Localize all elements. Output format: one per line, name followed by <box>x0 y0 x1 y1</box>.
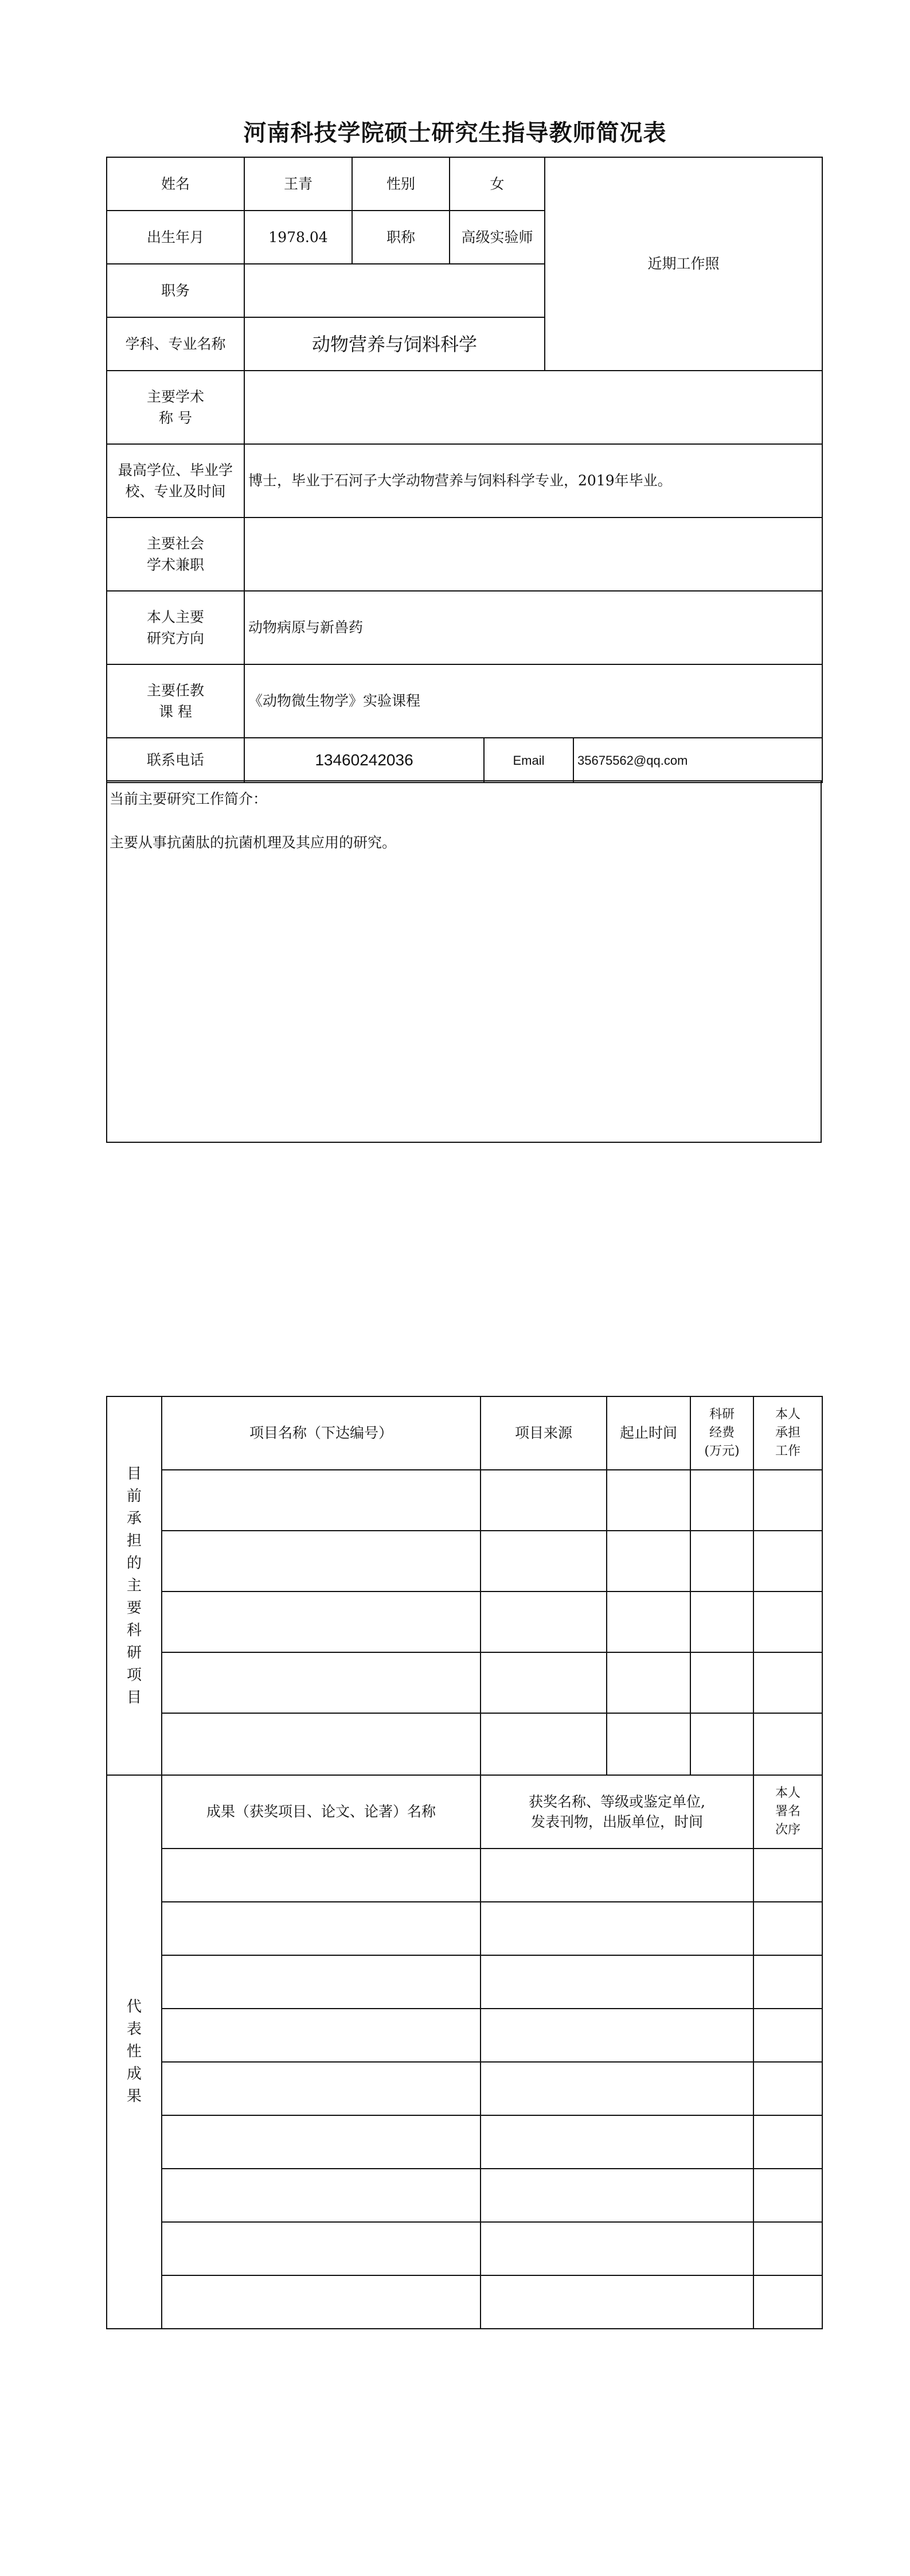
projects-label-char: 目 <box>126 1688 142 1706</box>
degree-label <box>107 444 244 517</box>
project-row-name <box>162 1652 481 1713</box>
achievement-row-name <box>162 2222 481 2275</box>
achievement-row-rank <box>753 2062 822 2115</box>
achievement-row-rank <box>753 2115 822 2169</box>
project-row-source <box>481 1531 607 1591</box>
social-label-line1: 主要社会 <box>146 535 204 552</box>
funding-header-line: 科研 <box>709 1407 735 1422</box>
achievement-row-name <box>162 2062 481 2115</box>
projects-label-char: 研 <box>126 1644 142 1661</box>
research-text: 主要从事抗菌肽的抗菌机理及其应用的研究。 <box>110 834 397 851</box>
gender-label: 性别 <box>352 157 450 211</box>
projects-section-label <box>107 1396 162 1775</box>
projects-col-funding <box>690 1396 753 1470</box>
achievement-row-name <box>162 1849 481 1902</box>
project-row-period <box>607 1470 690 1531</box>
projects-label-char: 承 <box>126 1509 142 1527</box>
achievement-row-name <box>162 1955 481 2009</box>
project-row-role <box>753 1652 822 1713</box>
degree-value: 博士，毕业于石河子大学动物营养与饲料科学专业，2019年毕业。 <box>244 444 822 517</box>
social-label-line2: 学术兼职 <box>146 557 204 573</box>
research-summary <box>106 780 822 1143</box>
projects-col-source: 项目来源 <box>481 1396 607 1470</box>
project-row-source <box>481 1713 607 1775</box>
birth-label: 出生年月 <box>107 211 244 264</box>
project-row-period <box>607 1713 690 1775</box>
projects-col-role <box>753 1396 822 1470</box>
project-row-role <box>753 1470 822 1531</box>
direction-label-line2: 研究方向 <box>146 630 204 647</box>
projects-label-char: 担 <box>126 1532 142 1550</box>
title-value: 高级实验师 <box>450 211 545 264</box>
achievements-label-char: 成 <box>126 2065 142 2083</box>
project-row-source <box>481 1591 607 1652</box>
email-value: 35675562@qq.com <box>573 738 822 783</box>
project-row-source <box>481 1652 607 1713</box>
achievement-row-rank <box>753 2222 822 2275</box>
project-row-period <box>607 1652 690 1713</box>
project-row-role <box>753 1531 822 1591</box>
achievement-row-rank <box>753 1902 822 1955</box>
award-header-line: 获奖名称、等级或鉴定单位, <box>529 1793 705 1810</box>
discipline-label: 学科、专业名称 <box>107 317 244 371</box>
projects-achievements-table <box>106 1396 823 2329</box>
achievement-row-name <box>162 2009 481 2062</box>
project-row-name <box>162 1591 481 1652</box>
achievements-col-award <box>481 1775 753 1849</box>
project-row-period <box>607 1531 690 1591</box>
achievement-row-name <box>162 2169 481 2222</box>
achievement-row-rank <box>753 2275 822 2329</box>
role-header-line: 工作 <box>775 1443 800 1458</box>
gender-value: 女 <box>450 157 545 211</box>
achievement-row-name <box>162 2275 481 2329</box>
social-value <box>244 517 822 591</box>
project-row-funding <box>690 1531 753 1591</box>
achievement-row-award <box>481 2062 753 2115</box>
post-value <box>244 264 545 317</box>
project-row-name <box>162 1531 481 1591</box>
projects-label-char: 主 <box>126 1577 142 1594</box>
award-header-line: 发表刊物，出版单位，时间 <box>530 1814 703 1830</box>
post-label: 职务 <box>107 264 244 317</box>
project-row-role <box>753 1591 822 1652</box>
achievement-row-award <box>481 2115 753 2169</box>
achievements-section-label <box>107 1775 162 2329</box>
achievement-row-rank <box>753 1955 822 2009</box>
birth-value: 1978.04 <box>244 211 352 264</box>
role-header-line: 承担 <box>775 1426 800 1441</box>
project-row-source <box>481 1470 607 1531</box>
projects-label-char: 的 <box>126 1554 142 1572</box>
role-header-line: 本人 <box>775 1407 800 1422</box>
academic-title-label-line1: 主要学术 <box>146 388 204 405</box>
photo-cell: 近期工作照 <box>545 157 822 371</box>
rank-header-line: 署名 <box>775 1804 800 1819</box>
project-row-funding <box>690 1713 753 1775</box>
name-label: 姓名 <box>107 157 244 211</box>
title-label: 职称 <box>352 211 450 264</box>
project-row-role <box>753 1713 822 1775</box>
courses-label-line1: 主要任教 <box>146 682 204 699</box>
projects-label-char: 目 <box>126 1465 142 1482</box>
direction-value: 动物病原与新兽药 <box>244 591 822 664</box>
courses-label <box>107 664 244 738</box>
profile-table <box>106 157 823 783</box>
achievements-label-char: 性 <box>126 2043 142 2060</box>
projects-label-char: 要 <box>126 1599 142 1617</box>
project-row-period <box>607 1591 690 1652</box>
achievement-row-award <box>481 2009 753 2062</box>
email-label: Email <box>484 738 573 783</box>
achievement-row-name <box>162 1902 481 1955</box>
achievement-row-rank <box>753 2169 822 2222</box>
project-row-funding <box>690 1470 753 1531</box>
academic-title-value <box>244 371 822 444</box>
achievements-col-name: 成果（获奖项目、论文、论著）名称 <box>162 1775 481 1849</box>
achievements-label-char: 表 <box>126 2021 142 2038</box>
project-row-funding <box>690 1652 753 1713</box>
phone-label: 联系电话 <box>107 738 244 783</box>
funding-header-line: 经费 <box>709 1426 735 1441</box>
projects-col-name: 项目名称（下达编号） <box>162 1396 481 1470</box>
rank-header-line: 本人 <box>775 1786 800 1801</box>
projects-label-char: 前 <box>126 1487 142 1505</box>
achievement-row-award <box>481 2222 753 2275</box>
projects-label-char: 科 <box>126 1621 142 1639</box>
project-row-name <box>162 1713 481 1775</box>
achievement-row-award <box>481 1955 753 2009</box>
social-label <box>107 517 244 591</box>
academic-title-label-line2: 称 号 <box>159 410 192 426</box>
courses-label-line2: 课 程 <box>159 703 192 720</box>
projects-col-period: 起止时间 <box>607 1396 690 1470</box>
achievement-row-rank <box>753 1849 822 1902</box>
achievements-label-char: 代 <box>126 1998 142 2015</box>
form-title: 河南科技学院硕士研究生指导教师简况表 <box>243 120 667 146</box>
rank-header-line: 次序 <box>775 1822 800 1837</box>
achievement-row-award <box>481 1902 753 1955</box>
achievement-row-award <box>481 2275 753 2329</box>
degree-label-line1: 最高学位、毕业学 <box>118 461 233 478</box>
achievements-label-char: 果 <box>126 2088 142 2105</box>
direction-label <box>107 591 244 664</box>
courses-value: 《动物微生物学》实验课程 <box>244 664 822 738</box>
achievement-row-rank <box>753 2009 822 2062</box>
discipline-value: 动物营养与饲料科学 <box>244 317 545 371</box>
academic-title-label <box>107 371 244 444</box>
funding-header-line: (万元) <box>704 1443 740 1458</box>
degree-label-line2: 校、专业及时间 <box>125 483 226 500</box>
achievement-row-award <box>481 2169 753 2222</box>
achievement-row-award <box>481 1849 753 1902</box>
achievement-row-name <box>162 2115 481 2169</box>
achievements-col-rank <box>753 1775 822 1849</box>
direction-label-line1: 本人主要 <box>146 608 204 625</box>
name-value: 王青 <box>244 157 352 211</box>
projects-label-char: 项 <box>126 1666 142 1684</box>
project-row-funding <box>690 1591 753 1652</box>
phone-value: 13460242036 <box>244 738 484 783</box>
research-heading: 当前主要研究工作简介： <box>110 791 268 807</box>
project-row-name <box>162 1470 481 1531</box>
